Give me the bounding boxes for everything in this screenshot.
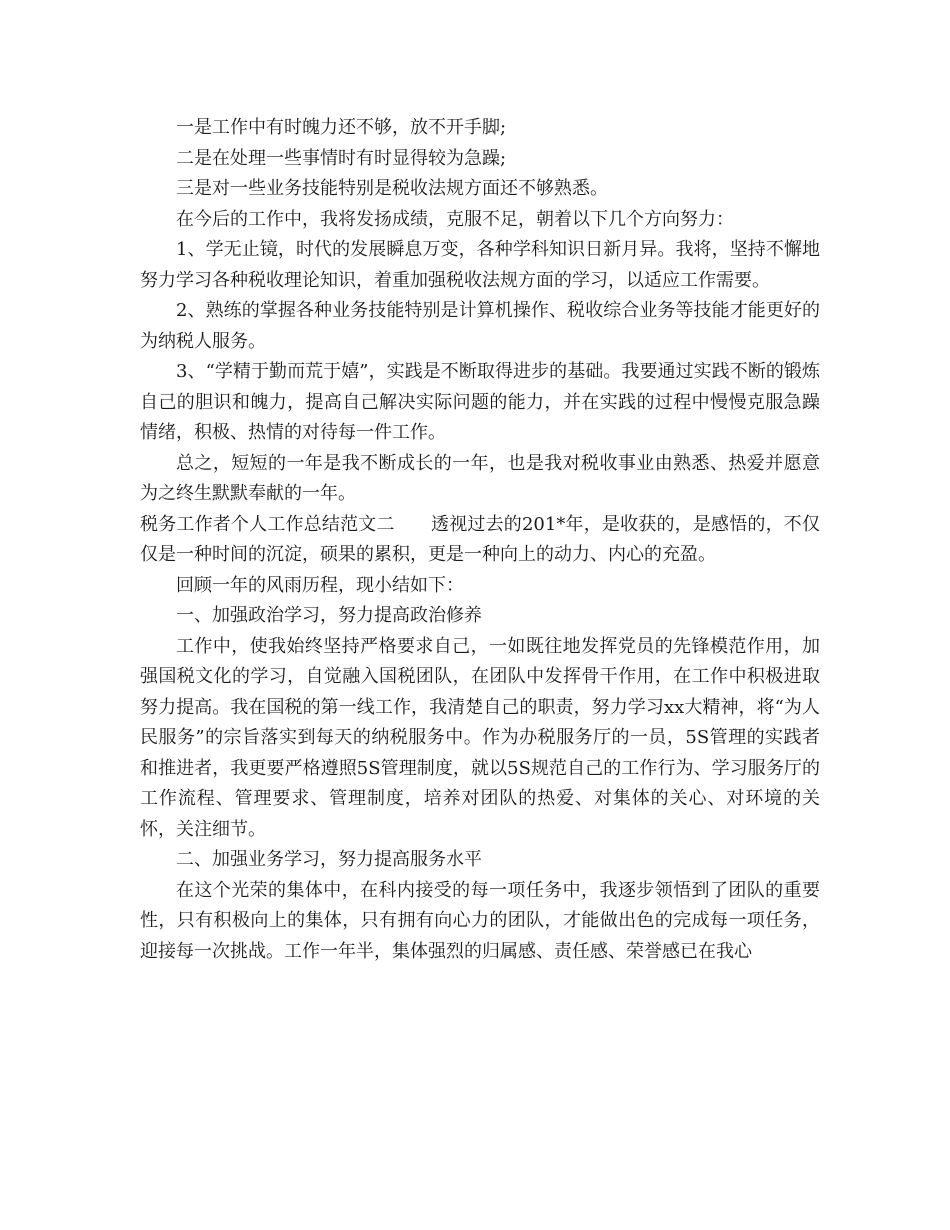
paragraph-8: 总之，短短的一年是我不断成长的一年，也是我对税收事业由熟悉、热爱并愿意为之终生默默奉献的一年。 bbox=[140, 452, 820, 504]
paragraph-5: 1、学无止镜，时代的发展瞬息万变，各种学科知识日新月异。我将，坚持不懈地努力学习各种税收理论知识，着重加强税收法规方面的学习，以适应工作需要。 bbox=[140, 239, 820, 291]
paragraph-14: 在这个光荣的集体中，在科内接受的每一项任务中，我逐步领悟到了团队的重要性，只有积极向上的集体，只有拥有向心力的团队，才能做出色的完成每一项任务，迎接每一次挑战。工作一年半，集体强烈的归属感、责任感、荣誉感已在我心 bbox=[140, 879, 820, 962]
document-body bbox=[140, 113, 820, 967]
paragraph-12: 工作中，使我始终坚持严格要求自己，一如既往地发挥党员的先锋模范作用，加强国税文化的学习，自觉融入国税团队，在团队中发挥骨干作用，在工作中积极进取努力提高。我在国税的第一线工作，我清楚自己的职责，努力学习xx大精神，将“为人民服务”的宗旨落实到每天的纳税服务中。作为办税服务厅的一员，5S管理的实践者和推进者，我更要严格遵照5S管理制度，就以5S规范自己的工作行为、学习服务厅的工作流程、管理要求、管理制度，培养对团队的热爱、对集体的关心、对环境的关怀，关注细节。 bbox=[140, 635, 820, 840]
paragraph-4: 在今后的工作中，我将发扬成绩，克服不足，朝着以下几个方向努力： bbox=[176, 208, 734, 230]
paragraph-2: 二是在处理一些事情时有时显得较为急躁; bbox=[176, 147, 507, 169]
paragraph-1: 一是工作中有时魄力还不够，放不开手脚; bbox=[176, 117, 507, 138]
section-heading-2: 二、加强业务学习，努力提高服务水平 bbox=[176, 849, 482, 870]
paragraph-6: 2、熟练的掌握各种业务技能特别是计算机操作、税收综合业务等技能才能更好的为纳税人服务。 bbox=[140, 300, 820, 352]
paragraph-3: 三是对一些业务技能特别是税收法规方面还不够熟悉。 bbox=[176, 178, 608, 199]
paragraph-7: 3、“学精于勤而荒于嬉”，实践是不断取得进步的基础。我要通过实践不断的锻炼自己的胆识和魄力，提高自己解决实际问题的能力，并在实践的过程中慢慢克服急躁情绪，积极、热情的对待每一件工作。 bbox=[140, 361, 820, 443]
section-heading-1: 一、加强政治学习，努力提高政治修养 bbox=[176, 605, 482, 626]
section-title-paragraph: 税务工作者个人工作总结范文二 透视过去的201*年，是收获的，是感悟的，不仅仅是一种时间的沉淀，硕果的累积，更是一种向上的动力、内心的充盈。 bbox=[140, 513, 820, 565]
paragraph-10: 回顾一年的风雨历程，现小结如下： bbox=[176, 574, 464, 596]
